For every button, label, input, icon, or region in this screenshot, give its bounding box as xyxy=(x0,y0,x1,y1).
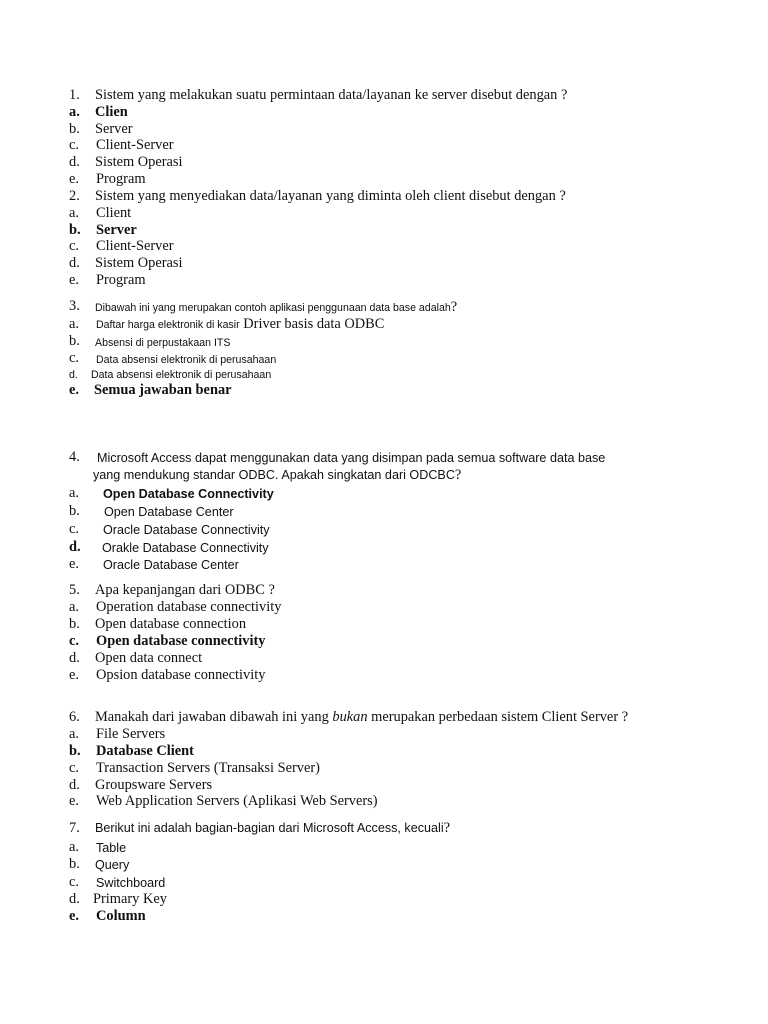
emphasis-text: bukan xyxy=(332,709,368,725)
option-label: e. xyxy=(69,908,79,924)
option-label: b. xyxy=(69,856,80,872)
option-6a xyxy=(69,726,166,743)
question-4 xyxy=(69,449,606,466)
option-label: c. xyxy=(69,760,79,776)
option-text: Opsion database connectivity xyxy=(96,667,266,683)
option-label: e. xyxy=(69,382,79,398)
option-text: Clien xyxy=(95,104,128,120)
option-label: a. xyxy=(69,726,79,742)
question-text: Dibawah ini yang merupakan contoh aplikasi penggunaan data base adalah? xyxy=(95,299,458,315)
question-text: Sistem yang menyediakan data/layanan yang diminta oleh client disebut dengan ? xyxy=(95,188,566,204)
option-7e xyxy=(69,908,146,925)
option-4c xyxy=(69,521,270,538)
option-label: e. xyxy=(69,272,79,288)
option-3b xyxy=(69,333,231,350)
option-text: Data absensi elektronik di perusahaan xyxy=(91,369,272,381)
option-text: Groupsware Servers xyxy=(95,777,213,793)
option-2e xyxy=(69,272,146,289)
option-2b xyxy=(69,222,137,239)
option-label: c. xyxy=(69,238,79,254)
option-label: d. xyxy=(69,891,80,907)
option-4d xyxy=(69,539,269,556)
question-1 xyxy=(69,87,568,104)
option-label: b. xyxy=(69,616,80,632)
option-7b xyxy=(69,856,130,873)
question-number: 7. xyxy=(69,820,80,836)
question-number: 4. xyxy=(69,449,80,465)
option-5b xyxy=(69,616,247,633)
option-text: Open database connection xyxy=(95,616,247,632)
question-number: 5. xyxy=(69,582,80,598)
option-label: d. xyxy=(69,369,78,381)
option-text: Open Database Center xyxy=(104,505,234,519)
option-text: File Servers xyxy=(96,726,166,742)
option-text: Switchboard xyxy=(96,876,166,890)
option-7c xyxy=(69,874,166,891)
option-6e xyxy=(69,793,378,810)
option-text: Client xyxy=(96,205,132,221)
option-text: Program xyxy=(96,171,146,187)
option-label: a. xyxy=(69,205,79,221)
option-3e xyxy=(69,382,232,399)
option-label: d. xyxy=(69,255,80,271)
question-text: Berikut ini adalah bagian-bagian dari Microsoft Access, kecuali? xyxy=(95,820,451,836)
option-label: a. xyxy=(69,599,79,615)
option-label: b. xyxy=(69,121,80,137)
option-4b xyxy=(69,503,234,520)
option-6d xyxy=(69,777,213,794)
option-text: Database Client xyxy=(96,743,194,759)
option-label: e. xyxy=(69,793,79,809)
question-text-continued: yang mendukung standar ODBC. Apakah singkatan dari ODCBC? xyxy=(93,467,462,483)
question-number: 6. xyxy=(69,709,80,725)
option-label: d. xyxy=(69,777,80,793)
option-text: Query xyxy=(95,858,130,872)
option-5a xyxy=(69,599,282,616)
option-label: a. xyxy=(69,839,79,855)
option-text: Oracle Database Connectivity xyxy=(103,523,270,537)
option-label: c. xyxy=(69,350,79,366)
option-text: Data absensi elektronik di perusahaan xyxy=(96,354,277,366)
option-3a xyxy=(69,316,385,333)
option-text: Server xyxy=(96,222,137,238)
option-text: Open database connectivity xyxy=(96,633,266,649)
option-text: Orakle Database Connectivity xyxy=(102,541,269,555)
option-text: Program xyxy=(96,272,146,288)
option-label: e. xyxy=(69,171,79,187)
option-text: Client-Server xyxy=(96,238,174,254)
option-7a xyxy=(69,839,127,856)
option-4a xyxy=(69,485,274,502)
option-label: d. xyxy=(69,650,80,666)
option-1b xyxy=(69,121,133,138)
option-3c xyxy=(69,350,277,367)
option-1a xyxy=(69,104,128,121)
option-text: Open data connect xyxy=(95,650,203,666)
option-2a xyxy=(69,205,132,222)
option-text: Primary Key xyxy=(93,891,167,907)
option-text: Sistem Operasi xyxy=(95,154,183,170)
question-7 xyxy=(69,820,451,837)
option-text: Absensi di perpustakaan ITS xyxy=(95,337,231,349)
option-text: Sistem Operasi xyxy=(95,255,183,271)
option-1c xyxy=(69,137,174,154)
option-4e xyxy=(69,556,239,573)
option-label: b. xyxy=(69,333,80,349)
option-label: a. xyxy=(69,316,79,332)
option-2d xyxy=(69,255,183,272)
option-text: Operation database connectivity xyxy=(96,599,282,615)
option-text: Web Application Servers (Aplikasi Web Servers) xyxy=(96,793,378,809)
option-label: b. xyxy=(69,743,81,759)
option-label: c. xyxy=(69,521,79,537)
question-2 xyxy=(69,188,566,205)
question-number: 3. xyxy=(69,298,80,314)
option-1e xyxy=(69,171,146,188)
option-2c xyxy=(69,238,174,255)
option-label: e. xyxy=(69,667,79,683)
option-text: Oracle Database Center xyxy=(103,558,239,572)
option-text: Daftar harga elektronik di kasir Driver basis data ODBC xyxy=(96,316,385,332)
option-label: e. xyxy=(69,556,79,572)
option-text: Open Database Connectivity xyxy=(103,487,274,501)
option-5c xyxy=(69,633,266,650)
option-text: Semua jawaban benar xyxy=(94,382,232,398)
question-text: Microsoft Access dapat menggunakan data yang disimpan pada semua software data base xyxy=(97,451,606,465)
question-text: Apa kepanjangan dari ODBC ? xyxy=(95,582,275,598)
option-label: a. xyxy=(69,104,80,120)
option-text: Transaction Servers (Transaksi Server) xyxy=(96,760,320,776)
option-label: c. xyxy=(69,137,79,153)
option-7d xyxy=(69,891,167,908)
option-text: Client-Server xyxy=(96,137,174,153)
option-text: Table xyxy=(96,841,127,855)
question-5 xyxy=(69,582,275,599)
option-1d xyxy=(69,154,183,171)
question-text: Manakah dari jawaban dibawah ini yang bukan merupakan perbedaan sistem Client Server ? xyxy=(95,709,629,725)
option-label: b. xyxy=(69,503,80,519)
option-text: Server xyxy=(95,121,133,137)
option-label: d. xyxy=(69,539,81,555)
option-6c xyxy=(69,760,320,777)
option-6b xyxy=(69,743,194,760)
option-label: b. xyxy=(69,222,81,238)
option-label: c. xyxy=(69,633,79,649)
option-label: d. xyxy=(69,154,80,170)
option-text: Column xyxy=(96,908,146,924)
option-label: c. xyxy=(69,874,79,890)
question-text: Sistem yang melakukan suatu permintaan data/layanan ke server disebut dengan ? xyxy=(95,87,568,103)
option-5d xyxy=(69,650,203,667)
question-6 xyxy=(69,709,629,726)
question-number: 1. xyxy=(69,87,80,103)
question-3 xyxy=(69,298,458,315)
option-label: a. xyxy=(69,485,79,501)
option-5e xyxy=(69,667,266,684)
question-number: 2. xyxy=(69,188,80,204)
